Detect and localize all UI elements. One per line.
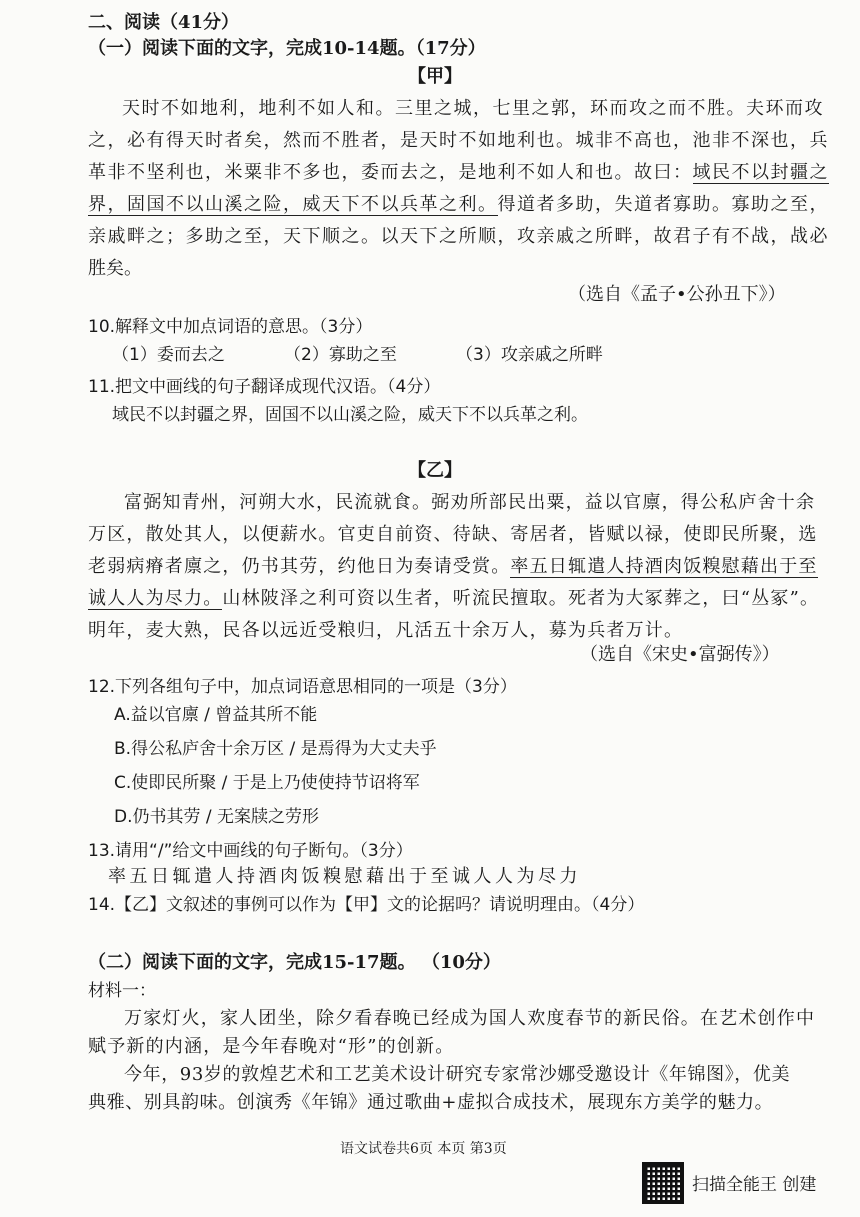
- jia-line-3: [88, 158, 829, 184]
- part1-title: （一）阅读下面的文字，完成10-14题。（17分）: [88, 38, 486, 59]
- q12-option-d: D.仍书其劳 / 无案牍之劳形: [114, 807, 320, 827]
- yi-line-2: 万区，散处其人，以便薪水。官吏自前资、待缺、寄居者，皆赋以禄，使即民所聚，选: [88, 524, 818, 545]
- jia-label: 【甲】: [408, 66, 462, 87]
- yi-source: （选自《宋史•富弼传》）: [580, 644, 780, 665]
- qr-code-icon: [642, 1162, 684, 1204]
- part2-line-1: 万家灯火，家人团坐，除夕看春晚已经成为国人欢度春节的新民俗。在艺术创作中: [124, 1008, 816, 1029]
- q10-item-1: （1）委而去之: [112, 345, 225, 365]
- q13-sentence: 率五日辄遣人持酒肉饭糗慰藉出于至诚人人为尽力: [108, 866, 581, 887]
- question-10: 10.解释文中加点词语的意思。（3分）: [88, 317, 373, 337]
- jia-line-2: 之，必有得天时者矣，然而不胜者，是天时不如地利也。城非不高也，池非不深也，兵: [88, 130, 829, 151]
- q11-sentence: 域民不以封疆之界，固国不以山溪之险，威天下不以兵革之利。: [112, 405, 588, 425]
- part2-line-2: 赋予新的内涵，是今年春晚对“形”的创新。: [88, 1036, 455, 1057]
- yi-label: 【乙】: [408, 460, 462, 481]
- question-11: 11.把文中画线的句子翻译成现代汉语。（4分）: [88, 377, 441, 397]
- material-label: 材料一：: [88, 981, 156, 1001]
- question-12: 12.下列各组句子中，加点词语意思相同的一项是（3分）: [88, 677, 517, 697]
- yi-line-5: 明年，麦大熟，民各以远近受粮归，凡活五十余万人，募为兵者万计。: [88, 620, 684, 641]
- jia-line-5: 亲戚畔之；多助之至，天下顺之。以天下之所顺，攻亲戚之所畔，故君子有不战，战必: [88, 226, 829, 247]
- q12-option-c: C.使即民所聚 / 于是上乃使使持节诏将军: [114, 773, 420, 793]
- question-14: 14.【乙】文叙述的事例可以作为【甲】文的论据吗？请说明理由。（4分）: [88, 895, 645, 915]
- watermark-text: 扫描全能王 创建: [692, 1175, 817, 1195]
- q12-option-a: A.益以官廪 / 曾益其所不能: [114, 705, 318, 725]
- yi-underlined-sentence-a: 率五日辄遣人持酒肉饭糗慰藉出于至: [510, 556, 818, 577]
- jia-underlined-sentence-b: 界，固国不以山溪之险，威天下不以兵革之利。: [88, 194, 498, 215]
- part2-line-3: 今年，93岁的敦煌艺术和工艺美术设计研究专家常沙娜受邀设计《年锦图》，优美: [124, 1064, 791, 1085]
- jia-line-4: [88, 190, 829, 216]
- jia-source: （选自《孟子•公孙丑下》）: [568, 284, 786, 305]
- yi-line-3: [88, 552, 818, 578]
- page-info: 语文试卷共6页 本页 第3页: [340, 1141, 507, 1157]
- part2-line-4: 典雅、别具韵味。创演秀《年锦》通过歌曲+虚拟合成技术，展现东方美学的魅力。: [88, 1092, 774, 1113]
- jia-underlined-sentence-a: 域民不以封疆之: [692, 162, 829, 183]
- section-title: 二、阅读（41分）: [88, 12, 240, 33]
- jia-line-4-tail: 得道者多助，失道者寡助。寡助之至，: [497, 194, 829, 215]
- yi-line-3-text: 老弱病瘠者廪之，仍书其劳，约他日为奏请受赏。: [88, 556, 511, 577]
- q12-option-b: B.得公私庐舍十余万区 / 是焉得为大丈夫乎: [114, 739, 437, 759]
- yi-underlined-sentence-b: 诚人人为尽力。: [88, 588, 223, 609]
- yi-line-1: 富弼知青州，河朔大水，民流就食。弼劝所部民出粟，益以官廪，得公私庐舍十余: [124, 492, 816, 513]
- question-13: 13.请用“/”给文中画线的句子断句。（3分）: [88, 841, 413, 861]
- yi-line-4: [88, 584, 819, 610]
- q10-item-2: （2）寡助之至: [284, 345, 397, 365]
- jia-line-3-text: 革非不坚利也，米粟非不多也，委而去之，是地利不如人和也。故曰：: [88, 162, 693, 183]
- jia-line-6: 胜矣。: [88, 258, 142, 279]
- q10-item-3: （3）攻亲戚之所畔: [456, 345, 603, 365]
- part2-title: （二）阅读下面的文字，完成15-17题。 （10分）: [88, 952, 501, 973]
- jia-line-1: 天时不如地利，地利不如人和。三里之城，七里之郭，环而攻之而不胜。夫环而攻: [122, 98, 824, 119]
- yi-line-4-tail: 山林陂泽之利可资以生者，听流民擅取。死者为大冢葬之，曰“丛冢”。: [222, 588, 820, 609]
